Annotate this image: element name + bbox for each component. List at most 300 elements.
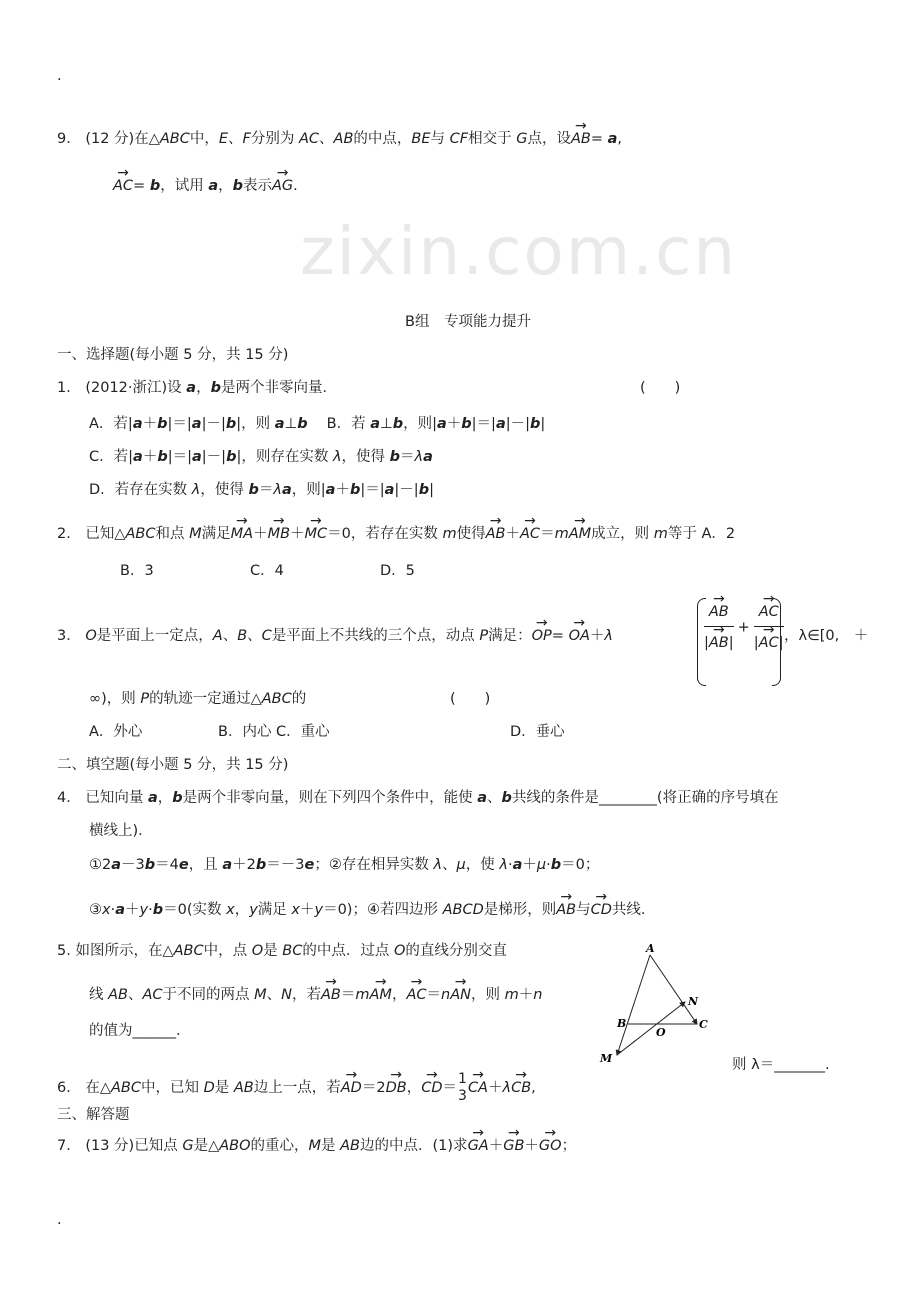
text-segment: ， xyxy=(196,380,211,396)
text-segment: ＝ xyxy=(442,1080,458,1096)
text-segment: ＝2 xyxy=(361,1080,386,1096)
q5-line3: 的值为______． xyxy=(89,1023,191,1039)
bold-vector-variable: b xyxy=(530,416,541,432)
vector-symbol: → GB xyxy=(503,1136,524,1156)
vector-symbol: → AB xyxy=(556,900,576,920)
text-segment: ＝ xyxy=(540,526,555,542)
bold-vector-variable: a xyxy=(191,416,202,432)
q2-stem xyxy=(57,524,735,544)
text-segment: ①2 xyxy=(89,857,112,873)
text-segment: ＋ xyxy=(299,902,315,918)
bold-vector-variable: b xyxy=(297,416,308,432)
page-dot-bottom: . xyxy=(57,1212,62,1228)
text-segment: . xyxy=(293,178,298,194)
math-variable: λ xyxy=(332,449,342,465)
text-segment: 4． 已知向量 xyxy=(57,790,148,806)
vector-symbol: → OP xyxy=(532,626,552,646)
bold-vector-variable: a xyxy=(133,449,143,465)
text-segment: |－| xyxy=(201,416,226,432)
bold-vector-variable: a xyxy=(281,482,292,498)
text-segment: ，试用 xyxy=(160,178,209,194)
math-variable: G xyxy=(182,1138,194,1154)
part2-heading: 二、填空题(每小题 5 分，共 15 分) xyxy=(57,757,289,773)
q2-option-d: D．5 xyxy=(380,563,415,579)
vector-symbol: → AB xyxy=(321,985,341,1005)
q2-option-c: C．4 xyxy=(250,563,284,579)
text-segment: 、 xyxy=(319,131,334,147)
q1-answer-blank: ( ) xyxy=(640,380,681,396)
numerator: 1 xyxy=(458,1071,467,1087)
math-variable: ABC xyxy=(261,691,292,707)
text-segment: ＝－3 xyxy=(266,857,305,873)
bold-vector-variable: b xyxy=(157,416,168,432)
bold-vector-variable: a xyxy=(607,131,618,147)
text-segment: ＋ xyxy=(505,526,521,542)
label-m: M xyxy=(600,1052,613,1065)
text-segment: ＝0； xyxy=(561,857,600,873)
math-variable: B xyxy=(237,628,248,644)
right-paren xyxy=(772,598,781,686)
text-segment: 线 xyxy=(89,987,109,1003)
vector-symbol: → AB xyxy=(486,524,506,544)
text-segment: ， xyxy=(391,987,407,1003)
text-segment: 与 xyxy=(576,902,591,918)
bold-vector-variable: a xyxy=(191,449,202,465)
vector-den: → |AB| xyxy=(704,635,734,651)
vector-symbol: → DB xyxy=(386,1078,407,1098)
part3-heading: 三、解答题 xyxy=(57,1107,130,1123)
text-segment: ＝ xyxy=(400,449,415,465)
bold-vector-variable: b xyxy=(389,449,401,465)
math-variable: μ xyxy=(536,857,547,873)
text-segment: |－| xyxy=(201,449,227,465)
text-segment: = xyxy=(551,628,569,644)
text-segment: ＋ xyxy=(253,526,268,542)
bold-vector-variable: b xyxy=(149,178,161,194)
text-segment: 边上一点，若 xyxy=(253,1080,341,1096)
text-segment: = xyxy=(133,178,150,194)
text-segment: · xyxy=(148,902,153,918)
text-segment: , xyxy=(617,131,622,147)
math-variable: AC xyxy=(142,987,163,1003)
q3-answer-blank: ( ) xyxy=(450,691,491,707)
vector-symbol: → CA xyxy=(468,1078,488,1098)
text-segment: 满足： xyxy=(488,628,532,644)
q4-line1 xyxy=(57,788,779,808)
math-variable: m xyxy=(355,987,370,1003)
vector-symbol: → CB xyxy=(511,1078,531,1098)
text-segment: ＝ xyxy=(340,987,356,1003)
text-segment: ＝ xyxy=(258,482,274,498)
vector-symbol: → AN xyxy=(450,985,471,1005)
page-dot: . xyxy=(57,68,62,84)
math-variable: E xyxy=(218,131,229,147)
q1-option-d xyxy=(89,480,434,500)
text-segment: 共线． xyxy=(611,902,656,918)
text-segment: 、 xyxy=(247,628,262,644)
vector-symbol: → MA xyxy=(231,524,253,544)
text-segment: 使得 xyxy=(456,526,486,542)
text-segment: C．若| xyxy=(89,449,134,465)
math-variable: y xyxy=(139,902,149,918)
vector-symbol: → GO xyxy=(539,1136,562,1156)
math-variable: λ xyxy=(604,628,613,644)
label-n: N xyxy=(688,995,699,1008)
math-variable: y xyxy=(249,902,258,918)
math-variable: y xyxy=(314,902,324,918)
math-variable: O xyxy=(85,628,97,644)
math-variable: ABO xyxy=(219,1138,251,1154)
bold-vector-variable: b xyxy=(248,482,259,498)
text-segment: · xyxy=(110,902,116,918)
math-variable: G xyxy=(516,131,528,147)
bold-vector-variable: b xyxy=(152,902,164,918)
watermark: zixin.com.cn xyxy=(300,213,738,290)
q9-line1 xyxy=(57,129,622,149)
math-variable: λ xyxy=(414,449,424,465)
q7-stem xyxy=(57,1136,576,1156)
text-segment: ＋ xyxy=(488,1138,504,1154)
text-segment: ，若 xyxy=(292,987,322,1003)
text-segment: |＝| xyxy=(167,449,192,465)
q6-stem xyxy=(57,1073,536,1103)
q1-option-c xyxy=(89,447,433,467)
bold-vector-variable: a xyxy=(423,449,433,465)
line-mn xyxy=(617,1002,685,1055)
vector-symbol: → AD xyxy=(341,1078,362,1098)
text-segment: ＋ xyxy=(446,416,462,432)
math-variable: AB xyxy=(233,1080,254,1096)
math-variable: λ xyxy=(502,1080,512,1096)
line-am xyxy=(617,955,650,1055)
vector-symbol: → AM xyxy=(569,524,591,544)
text-segment: ＋ xyxy=(142,416,158,432)
text-segment: 是平面上不共线的三个点，动点 xyxy=(271,628,480,644)
math-variable: AB xyxy=(108,987,128,1003)
bold-vector-variable: b xyxy=(172,790,183,806)
q6-stem-tail xyxy=(468,1080,536,1096)
text-segment: |＝| xyxy=(167,416,192,432)
bold-vector-variable: a xyxy=(512,857,523,873)
vector-symbol: → AC xyxy=(406,985,426,1005)
text-segment: 7． (13 分)已知点 xyxy=(57,1138,183,1154)
text-segment: 、 xyxy=(266,987,282,1003)
math-variable: M xyxy=(189,526,202,542)
vector-symbol: → AB xyxy=(571,129,591,149)
text-segment: 是梯形，则 xyxy=(483,902,557,918)
bold-vector-variable: a xyxy=(477,790,488,806)
text-segment: 、 xyxy=(228,131,243,147)
math-variable: BE xyxy=(411,131,431,147)
vector-num: → AC xyxy=(759,604,779,620)
q4-condition-3-4 xyxy=(89,900,655,920)
bold-vector-variable: a xyxy=(132,416,143,432)
q5-line2 xyxy=(89,985,542,1005)
text-segment: 、 xyxy=(487,790,502,806)
q3-option-d: D．垂心 xyxy=(510,724,565,740)
bold-vector-variable: b xyxy=(255,857,267,873)
text-segment: ，则| xyxy=(291,482,326,498)
text-segment: ＋ xyxy=(487,1080,503,1096)
vector-symbol: → AC xyxy=(520,524,540,544)
text-segment: ＝4 xyxy=(155,857,179,873)
text-segment: ；②存在相异实数 xyxy=(314,857,434,873)
text-segment: 是△ xyxy=(193,1138,220,1154)
text-segment: ＝0，若存在实数 xyxy=(327,526,443,542)
text-segment: 的重心， xyxy=(250,1138,309,1154)
text-segment: 是 xyxy=(321,1138,341,1154)
bold-vector-variable: a xyxy=(222,857,233,873)
text-segment: 等于 A．2 xyxy=(667,526,736,542)
vector-symbol: → MC xyxy=(305,524,328,544)
q3-stem xyxy=(57,626,613,646)
text-segment: ＝0)；④若四边形 xyxy=(323,902,443,918)
bold-vector-variable: a xyxy=(436,416,447,432)
text-segment: ， xyxy=(406,1080,422,1096)
bold-vector-variable: b xyxy=(349,482,361,498)
math-variable: N xyxy=(281,987,293,1003)
math-variable: x xyxy=(226,902,235,918)
text-segment: 和点 xyxy=(155,526,190,542)
bold-vector-variable: b xyxy=(210,380,221,396)
math-variable: n xyxy=(533,987,543,1003)
text-segment: ，则| xyxy=(403,416,437,432)
q2-option-b: B．3 xyxy=(120,563,154,579)
text-segment: ＋ xyxy=(335,482,350,498)
bold-vector-variable: a xyxy=(208,178,219,194)
vector-symbol: → MB xyxy=(268,524,290,544)
text-segment: 是平面上一定点， xyxy=(96,628,213,644)
text-segment: ； xyxy=(561,1138,577,1154)
text-segment: －3 xyxy=(121,857,145,873)
text-segment: ＋ xyxy=(589,628,605,644)
bold-vector-variable: b xyxy=(232,178,243,194)
math-variable: P xyxy=(479,628,489,644)
text-segment: 1． (2012·浙江)设 xyxy=(57,380,187,396)
text-segment: ∞)，则 xyxy=(89,691,141,707)
vector-symbol: → CD xyxy=(591,900,612,920)
math-variable: A xyxy=(212,628,223,644)
text-segment: ＋2 xyxy=(232,857,256,873)
text-segment: 中， xyxy=(189,131,219,147)
text-segment: 表示 xyxy=(243,178,272,194)
text-segment: ＋ xyxy=(290,526,305,542)
bold-vector-variable: a xyxy=(370,416,381,432)
bold-vector-variable: b xyxy=(461,416,472,432)
bold-vector-variable: b xyxy=(144,857,156,873)
text-segment: |＝| xyxy=(471,416,496,432)
text-segment: 点，设 xyxy=(527,131,571,147)
math-variable: λ xyxy=(499,857,508,873)
bold-vector-variable: a xyxy=(147,790,158,806)
vector-symbol: → AC xyxy=(113,176,133,196)
q3-option-a: A．外心 xyxy=(89,724,143,740)
vector-den: → |AC| xyxy=(754,635,784,651)
math-variable: ABCD xyxy=(442,902,484,918)
text-segment: 5. 如图所示，在△ xyxy=(57,943,174,959)
bold-vector-variable: a xyxy=(111,857,122,873)
math-variable: ABC xyxy=(173,943,204,959)
math-variable: BC xyxy=(282,943,303,959)
math-variable: F xyxy=(242,131,251,147)
text-segment: = xyxy=(590,131,608,147)
text-segment: 9． (12 分)在△ xyxy=(57,131,160,147)
q4-condition-1-2 xyxy=(89,855,599,875)
text-segment: 的中点．过点 xyxy=(302,943,394,959)
bold-vector-variable: a xyxy=(325,482,336,498)
bold-vector-variable: b xyxy=(550,857,562,873)
q6-answer-blank: 则 λ＝_______. xyxy=(732,1057,830,1073)
plus-sign: + xyxy=(737,619,750,636)
text-segment: | xyxy=(429,482,434,498)
text-segment: D．若存在实数 xyxy=(89,482,192,498)
math-variable: λ xyxy=(433,857,443,873)
bold-vector-variable: e xyxy=(178,857,189,873)
text-segment: 于不同的两点 xyxy=(162,987,255,1003)
math-variable: m xyxy=(554,526,569,542)
text-segment: |，则 xyxy=(236,416,275,432)
math-variable: C xyxy=(261,628,272,644)
section-title: B组 专项能力提升 xyxy=(405,314,531,330)
text-segment: |，则存在实数 xyxy=(236,449,333,465)
q6-stem-text xyxy=(57,1080,457,1096)
text-segment: 与 xyxy=(430,131,450,147)
q9-line2 xyxy=(113,176,298,196)
math-variable: ABC xyxy=(159,131,190,147)
text-segment: ， xyxy=(157,790,173,806)
text-segment: ，使 xyxy=(465,857,500,873)
label-o: O xyxy=(656,1026,666,1039)
vector-symbol: → OA xyxy=(569,626,590,646)
text-segment: | xyxy=(540,416,546,432)
text-segment: 中，点 xyxy=(203,943,252,959)
vector-symbol: → AM xyxy=(370,985,392,1005)
q1-stem xyxy=(57,378,337,398)
bold-vector-variable: b xyxy=(501,790,512,806)
math-variable: CF xyxy=(449,131,469,147)
bold-vector-variable: a xyxy=(186,380,197,396)
text-segment: ，则 xyxy=(470,987,505,1003)
text-segment: |－| xyxy=(505,416,531,432)
text-segment: 相交于 xyxy=(468,131,517,147)
math-variable: O xyxy=(393,943,406,959)
part1-heading: 一、选择题(每小题 5 分，共 15 分) xyxy=(57,347,289,363)
text-segment: ，使得 xyxy=(200,482,249,498)
q5-line1 xyxy=(57,941,507,961)
math-variable: P xyxy=(140,691,150,707)
text-segment: ③ xyxy=(89,902,102,918)
vector-symbol: → GA xyxy=(468,1136,489,1156)
text-segment: ＋ xyxy=(518,987,534,1003)
math-variable: ABC xyxy=(111,1080,141,1096)
text-segment: 是 xyxy=(263,943,283,959)
text-segment: 2． 已知△ xyxy=(57,526,126,542)
math-variable: AB xyxy=(340,1138,361,1154)
math-variable: ABC xyxy=(125,526,156,542)
text-segment: 、 xyxy=(222,628,238,644)
math-variable: M xyxy=(308,1138,322,1154)
text-segment: 共线的条件是________(将正确的序号填在 xyxy=(511,790,779,806)
math-variable: λ xyxy=(273,482,282,498)
text-segment: B．若 xyxy=(307,416,371,432)
text-segment: 3． xyxy=(57,628,86,644)
text-segment: ⊥ xyxy=(284,416,298,432)
text-segment: ＋ xyxy=(522,857,537,873)
text-segment: · xyxy=(546,857,551,873)
q1-option-ab xyxy=(89,414,545,434)
math-variable: M xyxy=(254,987,267,1003)
text-segment: 的 xyxy=(291,691,307,707)
math-variable: μ xyxy=(456,857,466,873)
text-segment: ＋ xyxy=(142,449,158,465)
bold-vector-variable: b xyxy=(418,482,430,498)
math-variable: m xyxy=(653,526,668,542)
math-variable: AB xyxy=(333,131,354,147)
q4-line2: 横线上)． xyxy=(89,823,153,839)
text-segment: 中，已知 xyxy=(141,1080,204,1096)
text-segment: |－| xyxy=(394,482,419,498)
bold-vector-variable: a xyxy=(115,902,125,918)
bold-vector-variable: b xyxy=(225,416,237,432)
text-segment: 的轨迹一定通过△ xyxy=(149,691,262,707)
text-segment: 满足 xyxy=(257,902,292,918)
text-segment: · xyxy=(507,857,513,873)
bold-vector-variable: a xyxy=(274,416,285,432)
bold-vector-variable: a xyxy=(384,482,395,498)
text-segment: ， xyxy=(234,902,250,918)
math-variable: D xyxy=(203,1080,215,1096)
text-segment: ， xyxy=(218,178,233,194)
line-ac xyxy=(650,955,697,1024)
text-segment: 是两个非零向量． xyxy=(220,380,337,396)
denominator: 3 xyxy=(458,1088,467,1104)
text-segment: ＋ xyxy=(125,902,140,918)
text-segment: ＝ xyxy=(426,987,441,1003)
q3-line2 xyxy=(89,689,306,709)
text-segment: ＋ xyxy=(524,1138,539,1154)
text-segment: 分别为 xyxy=(250,131,299,147)
bold-vector-variable: e xyxy=(304,857,315,873)
math-variable: λ xyxy=(191,482,201,498)
vector-symbol: → AG xyxy=(272,176,293,196)
text-segment: 是两个非零向量，则在下列四个条件中，能使 xyxy=(182,790,478,806)
bold-vector-variable: b xyxy=(392,416,404,432)
text-segment: 边的中点．(1)求 xyxy=(360,1138,468,1154)
text-segment: ，使得 xyxy=(341,449,390,465)
label-b: B xyxy=(617,1017,627,1030)
q3-option-bc: B．内心 C．重心 xyxy=(218,724,330,740)
text-segment: 是 xyxy=(214,1080,234,1096)
math-variable: O xyxy=(251,943,264,959)
math-variable: m xyxy=(504,987,519,1003)
text-segment: 的中点， xyxy=(353,131,412,147)
triangle-figure xyxy=(590,940,720,1070)
fraction-ab xyxy=(704,604,734,651)
text-segment: , xyxy=(531,1080,536,1096)
math-variable: x xyxy=(102,902,111,918)
text-segment: 的直线分别交直 xyxy=(405,943,507,959)
text-segment: 成立，则 xyxy=(591,526,654,542)
bold-vector-variable: b xyxy=(226,449,237,465)
text-segment: 、 xyxy=(442,857,457,873)
math-variable: m xyxy=(442,526,457,542)
bold-vector-variable: b xyxy=(157,449,168,465)
fraction-one-third xyxy=(458,1073,467,1103)
text-segment: 、 xyxy=(127,987,143,1003)
text-segment: ，且 xyxy=(188,857,223,873)
math-variable: x xyxy=(291,902,300,918)
label-a: A xyxy=(646,942,655,955)
